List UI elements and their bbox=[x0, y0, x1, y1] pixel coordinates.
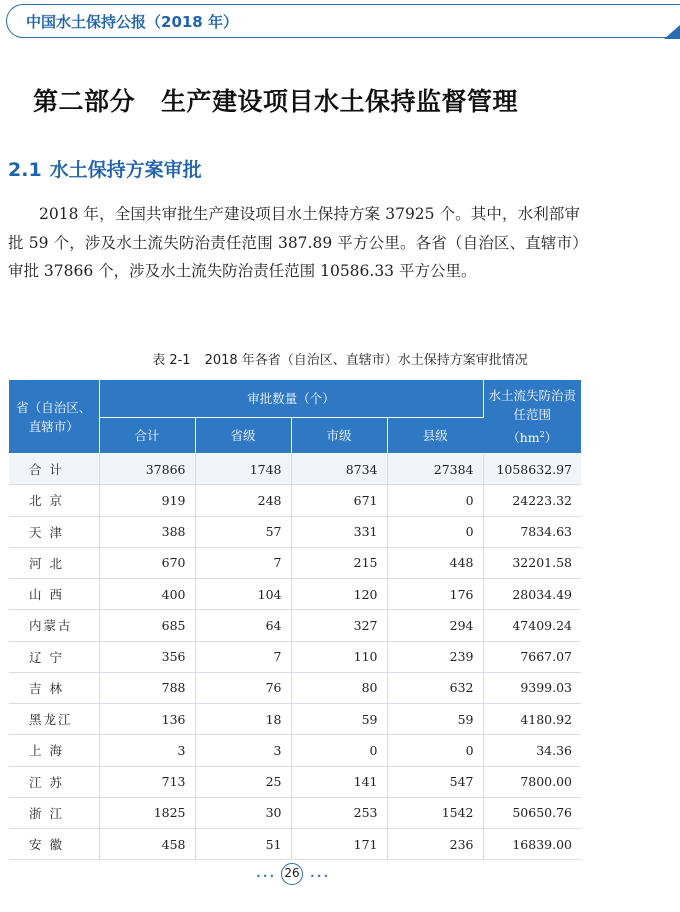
cell-provincial: 76 bbox=[195, 672, 291, 703]
cell-total: 388 bbox=[99, 516, 195, 547]
cell-total: 685 bbox=[99, 610, 195, 641]
cell-provincial: 64 bbox=[195, 610, 291, 641]
cell-county: 176 bbox=[387, 579, 483, 610]
cell-county: 239 bbox=[387, 641, 483, 672]
cell-area: 47409.24 bbox=[483, 610, 581, 641]
cell-province: 上 海 bbox=[9, 735, 99, 766]
header-total: 合计 bbox=[99, 418, 195, 454]
table-caption bbox=[0, 349, 680, 368]
cell-provincial: 3 bbox=[195, 735, 291, 766]
cell-provincial: 30 bbox=[195, 797, 291, 828]
cell-city: 671 bbox=[291, 485, 387, 516]
cell-city: 8734 bbox=[291, 454, 387, 485]
cell-county: 27384 bbox=[387, 454, 483, 485]
cell-county: 0 bbox=[387, 485, 483, 516]
table-row bbox=[9, 797, 581, 828]
cell-area: 16839.00 bbox=[483, 829, 581, 860]
table-body bbox=[9, 454, 581, 860]
section-heading bbox=[8, 155, 202, 182]
cell-total: 713 bbox=[99, 766, 195, 797]
cell-area: 24223.32 bbox=[483, 485, 581, 516]
footer-dots-left: ••• bbox=[256, 872, 277, 881]
cell-province: 内蒙古 bbox=[9, 610, 99, 641]
table-row bbox=[9, 641, 581, 672]
header-province: 省（自治区、直辖市） bbox=[9, 380, 99, 454]
cell-county: 59 bbox=[387, 704, 483, 735]
footer-dots-right: ••• bbox=[310, 872, 331, 881]
cell-city: 331 bbox=[291, 516, 387, 547]
cell-total: 136 bbox=[99, 704, 195, 735]
cell-area: 34.36 bbox=[483, 735, 581, 766]
page-footer bbox=[0, 862, 680, 886]
table-row bbox=[9, 829, 581, 860]
cell-city: 0 bbox=[291, 735, 387, 766]
cell-provincial: 25 bbox=[195, 766, 291, 797]
page-number: 26 bbox=[281, 863, 303, 885]
cell-total: 788 bbox=[99, 672, 195, 703]
cell-city: 59 bbox=[291, 704, 387, 735]
table-row bbox=[9, 672, 581, 703]
cell-city: 171 bbox=[291, 829, 387, 860]
cell-total: 356 bbox=[99, 641, 195, 672]
header-city: 市级 bbox=[291, 418, 387, 454]
cell-area: 7800.00 bbox=[483, 766, 581, 797]
cell-provincial: 18 bbox=[195, 704, 291, 735]
cell-area: 1058632.97 bbox=[483, 454, 581, 485]
cell-total: 458 bbox=[99, 829, 195, 860]
table-row bbox=[9, 579, 581, 610]
cell-county: 547 bbox=[387, 766, 483, 797]
cell-city: 80 bbox=[291, 672, 387, 703]
section-title: 水土保持方案审批 bbox=[49, 159, 202, 181]
cell-county: 0 bbox=[387, 516, 483, 547]
cell-provincial: 57 bbox=[195, 516, 291, 547]
running-header bbox=[6, 4, 680, 38]
table-row bbox=[9, 454, 581, 485]
table-row bbox=[9, 610, 581, 641]
cell-provincial: 1748 bbox=[195, 454, 291, 485]
cell-county: 632 bbox=[387, 672, 483, 703]
cell-total: 1825 bbox=[99, 797, 195, 828]
cell-county: 294 bbox=[387, 610, 483, 641]
table-row bbox=[9, 704, 581, 735]
header-area-label: 水土流失防治责任范围 bbox=[488, 388, 577, 423]
cell-province: 天 津 bbox=[9, 516, 99, 547]
section-number: 2.1 bbox=[8, 159, 42, 181]
cell-total: 400 bbox=[99, 579, 195, 610]
cell-province: 河 北 bbox=[9, 547, 99, 578]
part-name: 生产建设项目水土保持监督管理 bbox=[161, 87, 519, 116]
table-row bbox=[9, 547, 581, 578]
running-header-title: 中国水土保持公报（2018 年） bbox=[26, 13, 238, 31]
cell-city: 141 bbox=[291, 766, 387, 797]
cell-city: 120 bbox=[291, 579, 387, 610]
cell-county: 1542 bbox=[387, 797, 483, 828]
cell-city: 215 bbox=[291, 547, 387, 578]
header-corner-accent bbox=[664, 25, 680, 39]
cell-county: 236 bbox=[387, 829, 483, 860]
cell-area: 4180.92 bbox=[483, 704, 581, 735]
cell-province: 安 徽 bbox=[9, 829, 99, 860]
cell-area: 7667.07 bbox=[483, 641, 581, 672]
part-label: 第二部分 bbox=[33, 87, 136, 116]
cell-province: 吉 林 bbox=[9, 672, 99, 703]
cell-area: 9399.03 bbox=[483, 672, 581, 703]
cell-area: 32201.58 bbox=[483, 547, 581, 578]
cell-total: 37866 bbox=[99, 454, 195, 485]
cell-province: 黑龙江 bbox=[9, 704, 99, 735]
cell-provincial: 7 bbox=[195, 547, 291, 578]
cell-province: 辽 宁 bbox=[9, 641, 99, 672]
cell-city: 327 bbox=[291, 610, 387, 641]
table-row bbox=[9, 735, 581, 766]
table-row bbox=[9, 516, 581, 547]
header-area bbox=[483, 380, 581, 454]
header-area-unit: $(hm^2)$ bbox=[507, 429, 558, 445]
part-title bbox=[33, 82, 518, 118]
cell-provincial: 104 bbox=[195, 579, 291, 610]
cell-total: 919 bbox=[99, 485, 195, 516]
table-row bbox=[9, 766, 581, 797]
table-caption-text: 2018 年各省（自治区、直辖市）水土保持方案审批情况 bbox=[204, 353, 528, 368]
header-approval-count: 审批数量（个） bbox=[99, 380, 483, 418]
cell-province: 山 西 bbox=[9, 579, 99, 610]
table-caption-label: 表 2-1 bbox=[152, 353, 191, 368]
cell-total: 3 bbox=[99, 735, 195, 766]
cell-total: 670 bbox=[99, 547, 195, 578]
cell-provincial: 248 bbox=[195, 485, 291, 516]
cell-area: 28034.49 bbox=[483, 579, 581, 610]
cell-area: 50650.76 bbox=[483, 797, 581, 828]
body-paragraph: 2018 年，全国共审批生产建设项目水土保持方案 37925 个。其中，水利部审批 59 个，涉及水土流失防治责任范围 387.89 平方公里。各省（自治区、直辖市）审批 37866 个，涉及水土流失防治责任范围 10586.33 平方公里。 bbox=[8, 205, 580, 280]
cell-province: 北 京 bbox=[9, 485, 99, 516]
cell-city: 110 bbox=[291, 641, 387, 672]
cell-province: 合 计 bbox=[9, 454, 99, 485]
cell-city: 253 bbox=[291, 797, 387, 828]
cell-county: 0 bbox=[387, 735, 483, 766]
cell-province: 江 苏 bbox=[9, 766, 99, 797]
cell-area: 7834.63 bbox=[483, 516, 581, 547]
cell-province: 浙 江 bbox=[9, 797, 99, 828]
cell-provincial: 7 bbox=[195, 641, 291, 672]
header-provincial: 省级 bbox=[195, 418, 291, 454]
header-county: 县级 bbox=[387, 418, 483, 454]
approval-table bbox=[9, 380, 581, 860]
table-row bbox=[9, 485, 581, 516]
cell-county: 448 bbox=[387, 547, 483, 578]
cell-provincial: 51 bbox=[195, 829, 291, 860]
